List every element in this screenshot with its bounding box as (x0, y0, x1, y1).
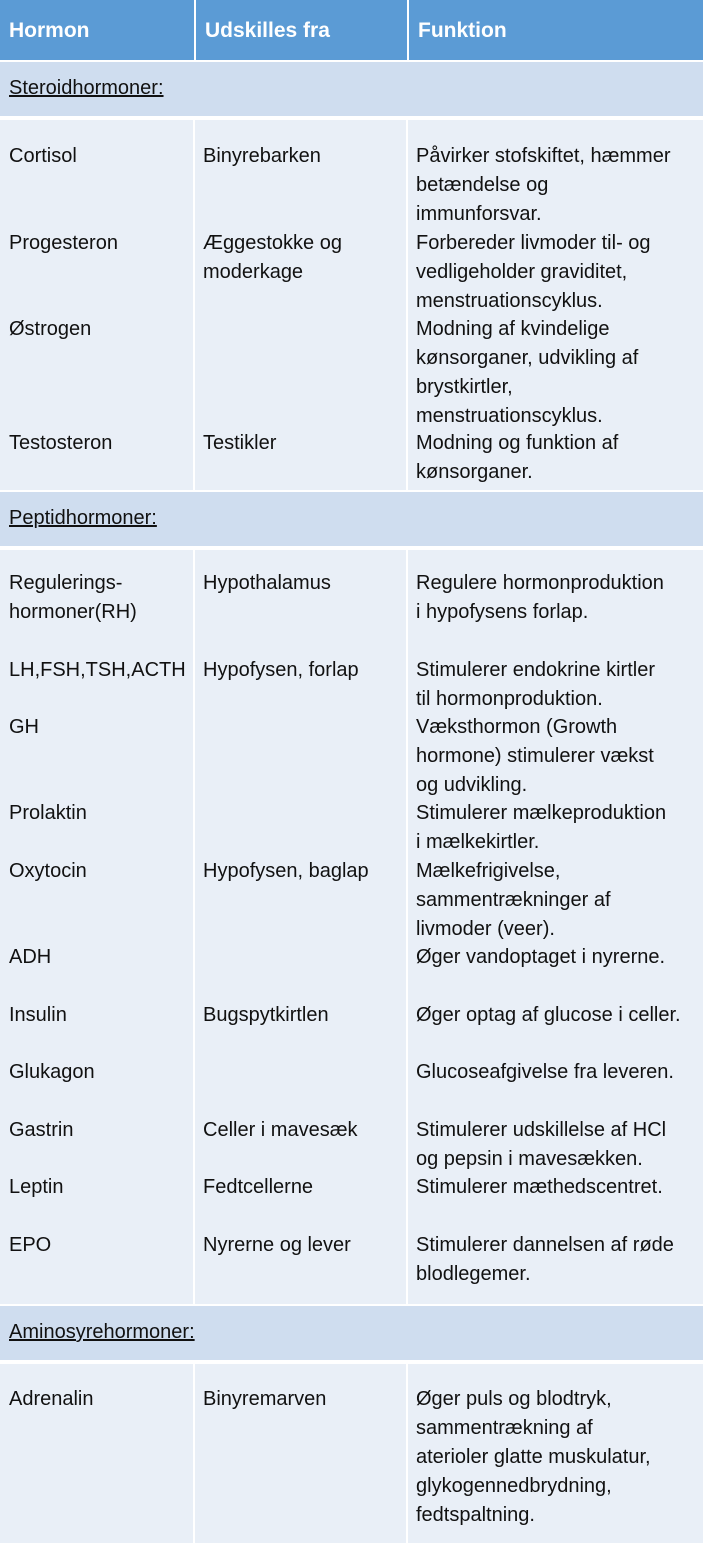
hormone-function: Modning og funktion af kønsorganer. (416, 432, 619, 483)
hormone-name: Gastrin (9, 1119, 74, 1141)
hormone-name: GH (9, 716, 39, 738)
hormone-function: Øger puls og blodtryk, sammentrækning af aterioler glatte muskulatur, glykogennedbrydning, fedtspaltning. (416, 1388, 651, 1526)
section-body-amino (0, 1362, 703, 1543)
hormone-name: Prolaktin (9, 802, 87, 824)
hormone-name: Oxytocin (9, 860, 87, 882)
hormone-name: Cortisol (9, 145, 77, 167)
section-header-peptide (0, 490, 703, 548)
hormone-function: Stimulerer mælkeproduktion i mælkekirtler. (416, 802, 667, 853)
hormone-function: Stimulerer dannelsen af røde blodlegemer. (416, 1234, 674, 1285)
hormone-source: Celler i mavesæk (203, 1119, 358, 1141)
section-title: Peptidhormoner: (9, 507, 157, 529)
hormone-function: Modning af kvindelige kønsorganer, udvikling af brystkirtler, menstruationscyklus. (416, 318, 639, 427)
section-header-steroid (0, 60, 703, 118)
header-secreted-from: Udskilles fra (194, 0, 407, 60)
hormone-source: Hypothalamus (203, 572, 331, 594)
section-header-amino (0, 1304, 703, 1362)
hormone-source: Hypofysen, forlap (203, 659, 359, 681)
hormone-function: Forbereder livmoder til- og vedligeholder graviditet, menstruationscyklus. (416, 232, 651, 312)
hormone-source: Nyrerne og lever (203, 1234, 351, 1256)
hormone-function: Glucoseafgivelse fra leveren. (416, 1061, 674, 1083)
hormone-source: Æggestokke og moderkage (203, 232, 342, 283)
hormone-name: Østrogen (9, 318, 92, 340)
hormone-source: Testikler (203, 432, 277, 454)
hormone-source: Binyremarven (203, 1388, 327, 1410)
hormone-function: Mælkefrigivelse, sammentrækninger af livmoder (veer). (416, 860, 611, 940)
hormone-function: Stimulerer endokrine kirtler til hormonproduktion. (416, 659, 655, 710)
header-hormone: Hormon (9, 19, 90, 42)
header-function: Funktion (407, 0, 703, 60)
hormone-name: Testosteron (9, 432, 113, 454)
hormone-source: Hypofysen, baglap (203, 860, 369, 882)
hormone-function: Stimulerer mæthedscentret. (416, 1176, 663, 1198)
hormone-name: Glukagon (9, 1061, 95, 1083)
hormone-name: LH,FSH,TSH,ACTH (9, 659, 186, 681)
hormone-function: Regulere hormonproduktion i hypofysens forlap. (416, 572, 664, 623)
hormone-source: Fedtcellerne (203, 1176, 314, 1198)
hormone-name: Progesteron (9, 232, 118, 254)
hormone-name: Insulin (9, 1004, 67, 1026)
section-title: Aminosyrehormoner: (9, 1321, 195, 1343)
hormone-source: Bugspytkirtlen (203, 1004, 329, 1026)
hormone-name: Regulerings- hormoner(RH) (9, 572, 137, 623)
hormone-function: Øger vandoptaget i nyrerne. (416, 946, 666, 968)
hormone-function: Stimulerer udskillelse af HCl og pepsin i mavesækken. (416, 1119, 667, 1170)
hormone-function: Øger optag af glucose i celler. (416, 1004, 681, 1026)
hormone-name: Adrenalin (9, 1388, 94, 1410)
section-title: Steroidhormoner: (9, 77, 164, 99)
table-header (0, 0, 703, 60)
section-body-peptide (0, 548, 703, 1304)
hormone-function: Påvirker stofskiftet, hæmmer betændelse og immunforsvar. (416, 145, 671, 225)
hormone-source: Binyrebarken (203, 145, 321, 167)
hormone-name: ADH (9, 946, 52, 968)
hormone-name: Leptin (9, 1176, 64, 1198)
hormone-function: Væksthormon (Growth hormone) stimulerer vækst og udvikling. (416, 716, 654, 796)
hormone-name: EPO (9, 1234, 52, 1256)
section-body-steroid (0, 118, 703, 490)
